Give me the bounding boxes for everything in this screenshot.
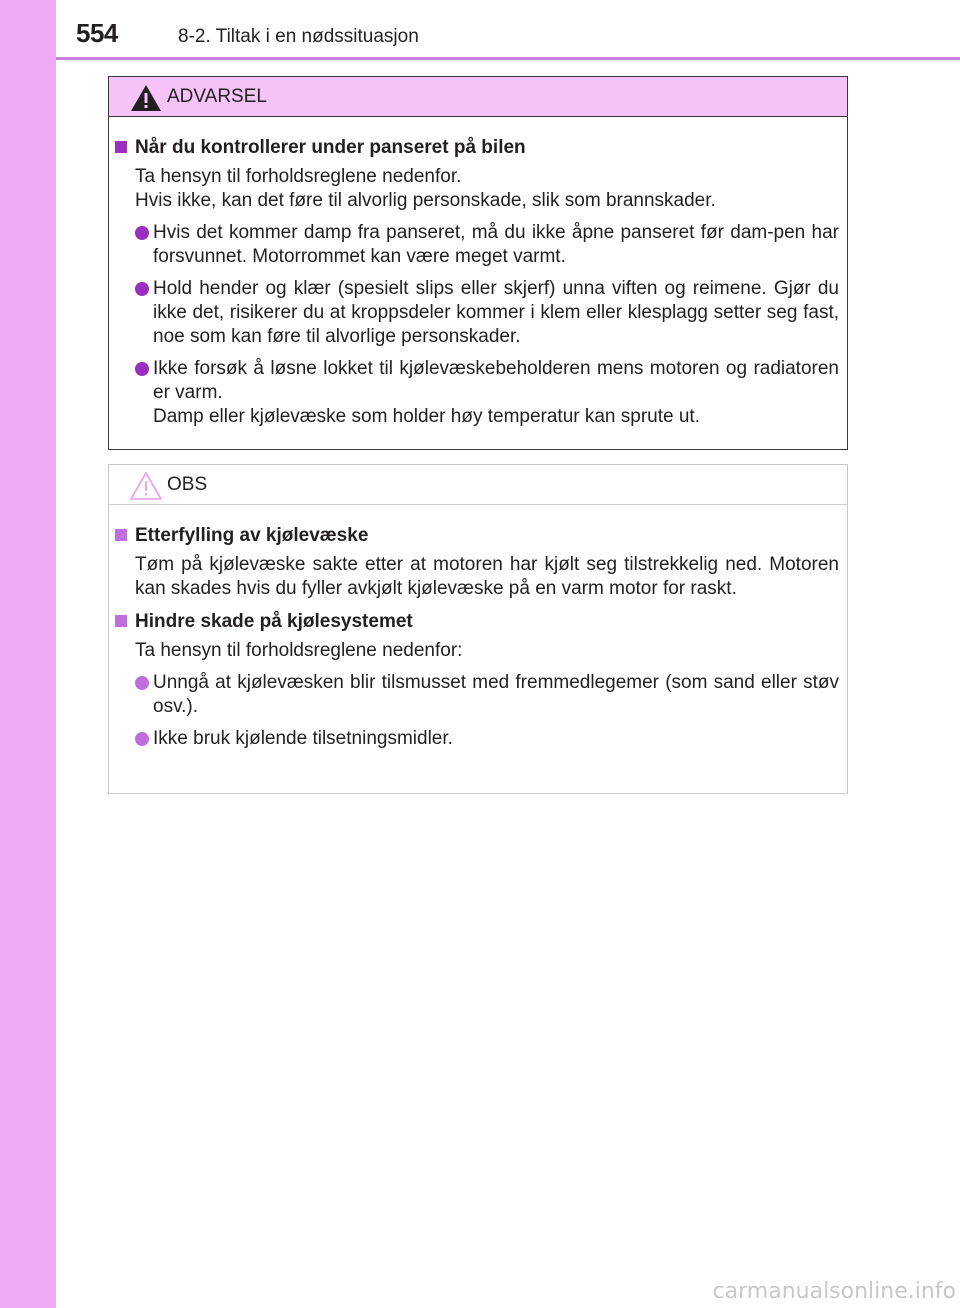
warning-intro-2: Hvis ikke, kan det føre til alvorlig personskade, slik som brannskader.	[135, 190, 716, 211]
page-number: 554	[76, 18, 118, 48]
notice-label: OBS	[167, 474, 208, 495]
header-divider	[56, 57, 960, 60]
notice-bullet-text: Ikke bruk kjølende tilsetningsmidler.	[153, 728, 453, 749]
notice-bullet	[115, 671, 839, 719]
notice-topic	[115, 609, 839, 635]
warning-bullet	[115, 357, 839, 429]
round-bullet-icon	[135, 732, 149, 746]
warning-topic	[115, 135, 839, 161]
notice-topic	[115, 523, 839, 549]
warning-topic-text: Når du kontrollerer under panseret på bilen	[135, 137, 526, 158]
warning-label: ADVARSEL	[167, 86, 267, 107]
notice-text: Ta hensyn til forholdsreglene nedenfor:	[135, 640, 463, 661]
warning-header	[109, 77, 847, 117]
round-bullet-icon	[135, 676, 149, 690]
warning-bullet-text: Hvis det kommer damp fra panseret, må du ikke åpne panseret før dam-pen har forsvunnet. Motorrommet kan være meget varmt.	[153, 222, 839, 267]
notice-box	[108, 464, 848, 794]
warning-bullet	[115, 277, 839, 349]
sidebar-tab	[0, 0, 56, 1308]
watermark: carmanualsonline.info	[712, 1279, 956, 1304]
warning-box	[108, 76, 848, 450]
notice-header	[109, 465, 847, 505]
warning-triangle-icon	[129, 83, 163, 113]
square-bullet-icon	[115, 529, 127, 541]
warning-bullet	[115, 221, 839, 269]
section-title: 8-2. Tiltak i en nødssituasjon	[178, 26, 419, 47]
notice-topic-text: Hindre skade på kjølesystemet	[135, 611, 413, 632]
notice-text: Tøm på kjølevæske sakte etter at motoren har kjølt seg tilstrekkelig ned. Motoren kan skades hvis du fyller avkjølt kjølevæske på en varm motor for raskt.	[135, 554, 839, 599]
square-bullet-icon	[115, 615, 127, 627]
warning-bullet-continuation: Damp eller kjølevæske som holder høy temperatur kan sprute ut.	[153, 406, 700, 427]
notice-topic-text: Etterfylling av kjølevæske	[135, 525, 369, 546]
round-bullet-icon	[135, 226, 149, 240]
round-bullet-icon	[135, 282, 149, 296]
caution-triangle-outline-icon	[129, 471, 163, 501]
notice-bullet-text: Unngå at kjølevæsken blir tilsmusset med fremmedlegemer (som sand eller støv osv.).	[153, 672, 839, 717]
warning-bullet-text: Ikke forsøk å løsne lokket til kjølevæskebeholderen mens motoren og radiatoren er varm.	[153, 358, 839, 403]
warning-body	[109, 117, 847, 429]
warning-bullet-text: Hold hender og klær (spesielt slips eller skjerf) unna viften og reimene. Gjør du ikke det, risikerer du at kroppsdeler kommer i klem eller klesplagg setter seg fast, noe som kan føre til alvorlige personskader.	[153, 278, 839, 347]
round-bullet-icon	[135, 362, 149, 376]
notice-body	[109, 505, 847, 751]
square-bullet-icon	[115, 141, 127, 153]
notice-bullet	[115, 727, 839, 751]
warning-intro-1: Ta hensyn til forholdsreglene nedenfor.	[135, 166, 462, 187]
